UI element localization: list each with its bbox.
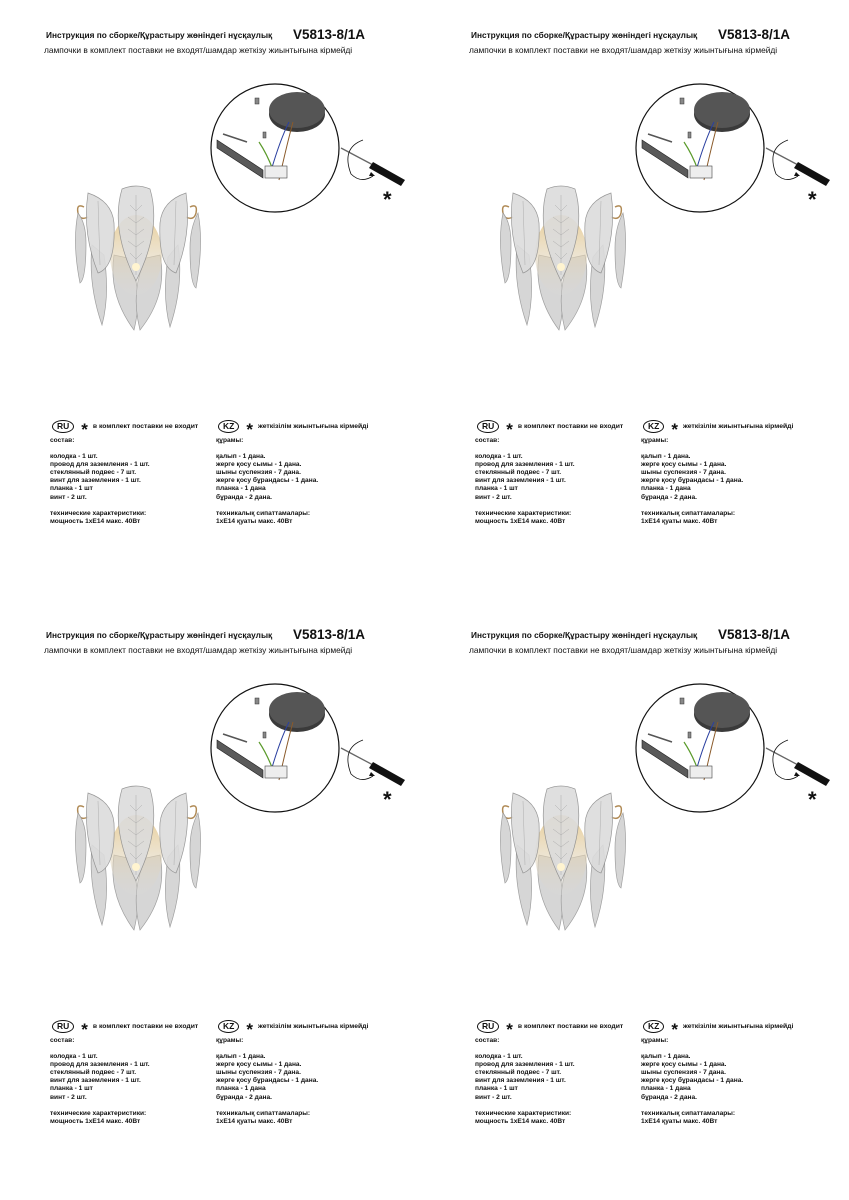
mounting-detail-diagram xyxy=(628,682,834,814)
asterisk-icon: * xyxy=(506,419,513,439)
sheet-title: Инструкция по сборке/Құрастыру жөніндегі нұсқаулық xyxy=(471,30,698,40)
bulbs-not-included-note: лампочки в комплект поставки не входят/шамдар жеткізу жиынтығына кірмейді xyxy=(469,45,778,55)
list-item: бұранда - 2 дана. xyxy=(641,1093,697,1101)
list-item: планка - 1 шт xyxy=(50,1085,93,1093)
ru-specs-label: технические характеристики: xyxy=(50,1109,147,1117)
sheet-title: Инструкция по сборке/Құрастыру жөніндегі нұсқаулық xyxy=(471,630,698,640)
list-item: жерге қосу бұрандасы - 1 дана. xyxy=(216,1077,319,1085)
ru-not-included-label: в комплект поставки не входит xyxy=(92,423,199,430)
kz-composition xyxy=(641,437,743,526)
list-item: жерге қосу бұрандасы - 1 дана. xyxy=(216,477,319,485)
list-item: жерге қосу сымы - 1 дана. xyxy=(641,1061,727,1069)
kz-not-included-label: жеткізілім жиынтығына кірмейді xyxy=(682,1023,794,1030)
ru-composition-label: состав: xyxy=(50,1037,75,1044)
model-number: V5813-8/1A xyxy=(718,27,791,42)
asterisk-icon: * xyxy=(81,1019,88,1039)
kz-composition xyxy=(216,437,318,526)
list-item: винт - 2 шт. xyxy=(50,493,87,501)
kz-badge: KZ xyxy=(643,420,664,433)
wall-lamp-illustration xyxy=(495,785,631,935)
wall-lamp-illustration xyxy=(495,185,631,335)
screwdriver-icon xyxy=(766,148,800,166)
ru-specs-value: мощность 1хЕ14 макс. 40Вт xyxy=(50,1117,141,1125)
model-number: V5813-8/1A xyxy=(293,627,366,642)
list-item: планка - 1 дана xyxy=(641,485,691,493)
mounting-detail-diagram xyxy=(628,82,834,214)
kz-specs-value: 1хЕ14 қуаты макс. 40Вт xyxy=(641,517,718,525)
list-item: планка - 1 шт xyxy=(475,1085,518,1093)
list-item: қалып - 1 дана. xyxy=(641,453,691,461)
asterisk-icon: * xyxy=(506,1019,513,1039)
ru-not-included-label: в комплект поставки не входит xyxy=(517,423,624,430)
ru-specs-value: мощность 1хЕ14 макс. 40Вт xyxy=(475,517,566,525)
list-item: планка - 1 дана xyxy=(216,485,266,493)
kz-specs-label: техникалық сипаттамалары: xyxy=(641,509,736,517)
kz-composition xyxy=(641,1037,743,1126)
list-item: стеклянный подвес - 7 шт. xyxy=(50,1069,137,1077)
ru-badge: RU xyxy=(52,420,74,433)
list-item: винт для заземления - 1 шт. xyxy=(50,477,141,485)
list-item: шыны суспензия - 7 дана. xyxy=(216,469,301,477)
kz-composition-label: құрамы: xyxy=(216,1037,244,1044)
list-item: қалып - 1 дана. xyxy=(216,453,266,461)
list-item: винт - 2 шт. xyxy=(475,1093,512,1101)
list-item: планка - 1 шт xyxy=(50,485,93,493)
ru-section-header xyxy=(52,419,199,439)
list-item: винт - 2 шт. xyxy=(50,1093,87,1101)
screwdriver-icon xyxy=(341,148,375,166)
list-item: планка - 1 дана xyxy=(216,1085,266,1093)
kz-specs-label: техникалық сипаттамалары: xyxy=(641,1109,736,1117)
ru-not-included-label: в комплект поставки не входит xyxy=(92,1023,199,1030)
list-item: планка - 1 шт xyxy=(475,485,518,493)
ru-composition xyxy=(50,1037,150,1126)
wall-lamp-illustration xyxy=(70,185,206,335)
kz-not-included-label: жеткізілім жиынтығына кірмейді xyxy=(682,423,794,430)
asterisk-icon: * xyxy=(671,1019,678,1039)
list-item: бұранда - 2 дана. xyxy=(641,493,697,501)
ru-composition xyxy=(475,1037,575,1126)
wall-lamp-illustration xyxy=(70,785,206,935)
list-item: провод для заземления - 1 шт. xyxy=(50,1061,150,1069)
kz-section-header xyxy=(643,419,794,439)
list-item: провод для заземления - 1 шт. xyxy=(475,461,575,469)
kz-section-header xyxy=(218,419,369,439)
ru-composition xyxy=(475,437,575,526)
asterisk-icon: * xyxy=(246,1019,253,1039)
kz-specs-value: 1хЕ14 қуаты макс. 40Вт xyxy=(216,517,293,525)
kz-not-included-label: жеткізілім жиынтығына кірмейді xyxy=(257,423,369,430)
ru-badge: RU xyxy=(52,1020,74,1033)
kz-section-header xyxy=(643,1019,794,1039)
list-item: провод для заземления - 1 шт. xyxy=(475,1061,575,1069)
ru-not-included-label: в комплект поставки не входит xyxy=(517,1023,624,1030)
sheet-title: Инструкция по сборке/Құрастыру жөніндегі нұсқаулық xyxy=(46,630,273,640)
kz-specs-label: техникалық сипаттамалары: xyxy=(216,509,311,517)
list-item: жерге қосу бұрандасы - 1 дана. xyxy=(641,477,744,485)
kz-specs-label: техникалық сипаттамалары: xyxy=(216,1109,311,1117)
instruction-sheet xyxy=(425,0,849,600)
kz-composition-label: құрамы: xyxy=(641,1037,669,1044)
kz-not-included-label: жеткізілім жиынтығына кірмейді xyxy=(257,1023,369,1030)
not-included-marker: * xyxy=(808,187,817,212)
ru-specs-label: технические характеристики: xyxy=(475,1109,572,1117)
ru-composition-label: состав: xyxy=(475,1037,500,1044)
ru-composition-label: состав: xyxy=(475,437,500,444)
kz-composition-label: құрамы: xyxy=(216,437,244,444)
model-number: V5813-8/1A xyxy=(293,27,366,42)
ru-composition-label: состав: xyxy=(50,437,75,444)
screwdriver-icon xyxy=(341,748,375,766)
list-item: стеклянный подвес - 7 шт. xyxy=(50,469,137,477)
list-item: қалып - 1 дана. xyxy=(216,1053,266,1061)
asterisk-icon: * xyxy=(81,419,88,439)
kz-badge: KZ xyxy=(218,1020,239,1033)
kz-composition-label: құрамы: xyxy=(641,437,669,444)
bulbs-not-included-note: лампочки в комплект поставки не входят/шамдар жеткізу жиынтығына кірмейді xyxy=(44,45,353,55)
sheet-title: Инструкция по сборке/Құрастыру жөніндегі нұсқаулық xyxy=(46,30,273,40)
instruction-sheet xyxy=(0,0,424,600)
list-item: колодка - 1 шт. xyxy=(50,453,98,461)
list-item: стеклянный подвес - 7 шт. xyxy=(475,469,562,477)
not-included-marker: * xyxy=(808,787,817,812)
ru-badge: RU xyxy=(477,1020,499,1033)
list-item: планка - 1 дана xyxy=(641,1085,691,1093)
list-item: бұранда - 2 дана. xyxy=(216,1093,272,1101)
kz-section-header xyxy=(218,1019,369,1039)
not-included-marker: * xyxy=(383,787,392,812)
ru-section-header xyxy=(477,419,624,439)
asterisk-icon: * xyxy=(246,419,253,439)
list-item: жерге қосу бұрандасы - 1 дана. xyxy=(641,1077,744,1085)
list-item: жерге қосу сымы - 1 дана. xyxy=(641,461,727,469)
kz-composition xyxy=(216,1037,318,1126)
kz-specs-value: 1хЕ14 қуаты макс. 40Вт xyxy=(216,1117,293,1125)
list-item: бұранда - 2 дана. xyxy=(216,493,272,501)
ru-section-header xyxy=(477,1019,624,1039)
list-item: жерге қосу сымы - 1 дана. xyxy=(216,461,302,469)
ru-composition xyxy=(50,437,150,526)
list-item: винт для заземления - 1 шт. xyxy=(50,1077,141,1085)
kz-badge: KZ xyxy=(643,1020,664,1033)
list-item: шыны суспензия - 7 дана. xyxy=(216,1069,301,1077)
list-item: колодка - 1 шт. xyxy=(475,453,523,461)
model-number: V5813-8/1A xyxy=(718,627,791,642)
list-item: винт - 2 шт. xyxy=(475,493,512,501)
list-item: жерге қосу сымы - 1 дана. xyxy=(216,1061,302,1069)
list-item: винт для заземления - 1 шт. xyxy=(475,477,566,485)
list-item: шыны суспензия - 7 дана. xyxy=(641,469,726,477)
ru-section-header xyxy=(52,1019,199,1039)
ru-specs-value: мощность 1хЕ14 макс. 40Вт xyxy=(50,517,141,525)
ru-badge: RU xyxy=(477,420,499,433)
screwdriver-icon xyxy=(766,748,800,766)
instruction-sheet xyxy=(425,600,849,1200)
list-item: колодка - 1 шт. xyxy=(475,1053,523,1061)
not-included-marker: * xyxy=(383,187,392,212)
mounting-detail-diagram xyxy=(203,682,409,814)
kz-specs-value: 1хЕ14 қуаты макс. 40Вт xyxy=(641,1117,718,1125)
instruction-sheet xyxy=(0,600,424,1200)
asterisk-icon: * xyxy=(671,419,678,439)
list-item: винт для заземления - 1 шт. xyxy=(475,1077,566,1085)
list-item: қалып - 1 дана. xyxy=(641,1053,691,1061)
bulbs-not-included-note: лампочки в комплект поставки не входят/шамдар жеткізу жиынтығына кірмейді xyxy=(44,645,353,655)
mounting-detail-diagram xyxy=(203,82,409,214)
ru-specs-label: технические характеристики: xyxy=(475,509,572,517)
list-item: колодка - 1 шт. xyxy=(50,1053,98,1061)
bulbs-not-included-note: лампочки в комплект поставки не входят/шамдар жеткізу жиынтығына кірмейді xyxy=(469,645,778,655)
ru-specs-value: мощность 1хЕ14 макс. 40Вт xyxy=(475,1117,566,1125)
list-item: стеклянный подвес - 7 шт. xyxy=(475,1069,562,1077)
ru-specs-label: технические характеристики: xyxy=(50,509,147,517)
list-item: шыны суспензия - 7 дана. xyxy=(641,1069,726,1077)
list-item: провод для заземления - 1 шт. xyxy=(50,461,150,469)
kz-badge: KZ xyxy=(218,420,239,433)
